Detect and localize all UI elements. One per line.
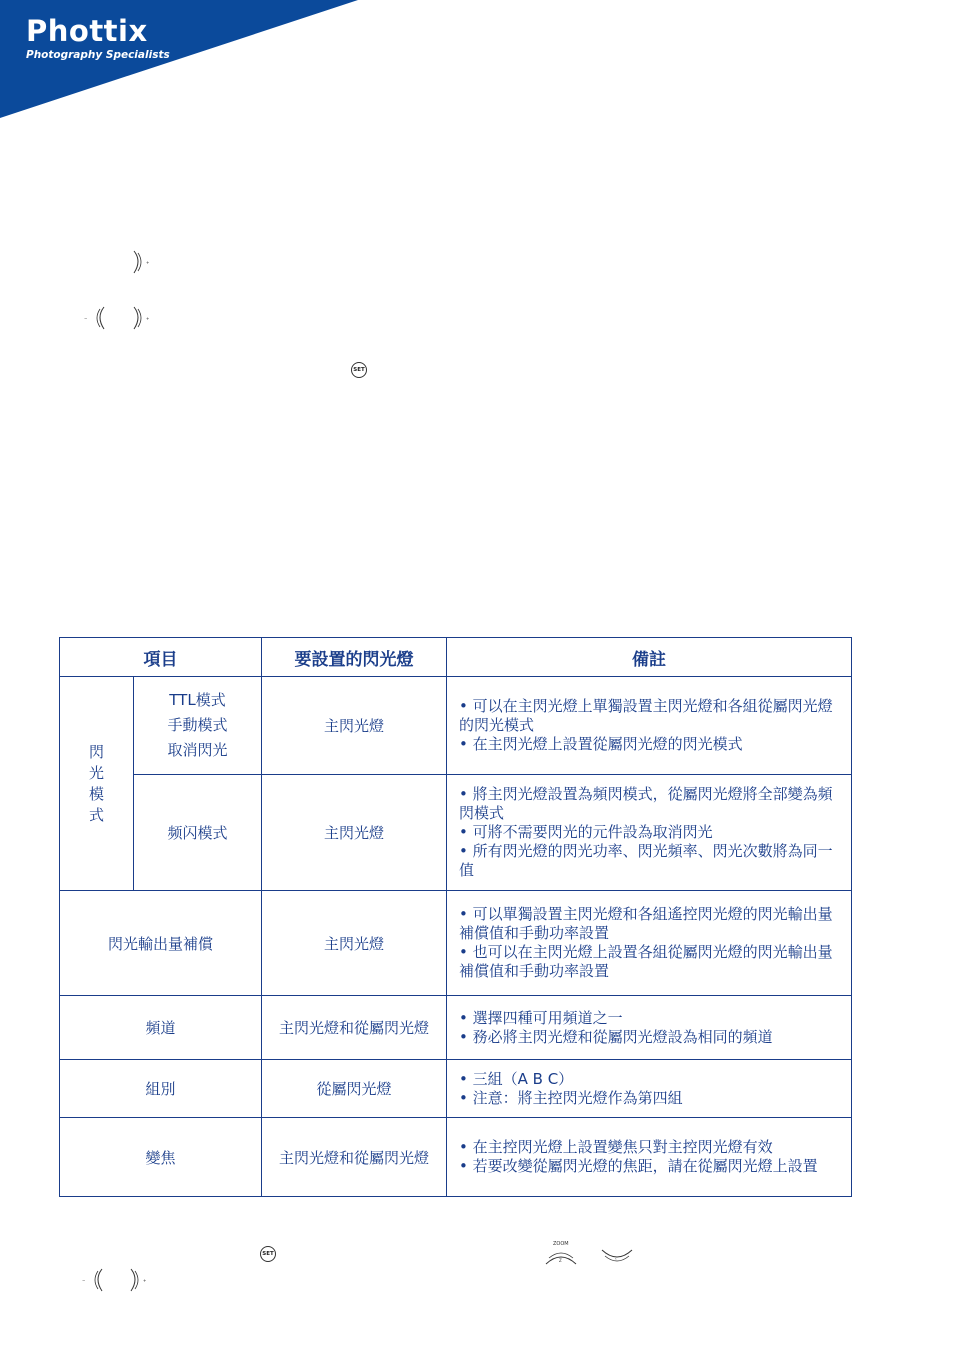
target-cell: 主閃光燈和從屬閃光燈: [262, 996, 447, 1060]
table-header-row: [60, 638, 852, 677]
dial-right-icon: [128, 305, 160, 331]
note-line: • 選擇四種可用頻道之一: [459, 1008, 623, 1027]
notes-cell: [447, 677, 852, 775]
header-item: 項目: [60, 638, 262, 677]
group-label-flash-mode: [60, 677, 134, 891]
dial-left-icon: [78, 1267, 110, 1293]
svg-text:−: −: [84, 316, 88, 321]
note-line: • 三組（A B C）: [459, 1069, 574, 1088]
item-zoom: 變焦: [60, 1118, 262, 1197]
group-label-text: 閃光模式: [89, 742, 105, 824]
target-cell: 主閃光燈: [262, 677, 447, 775]
phottix-logo: Phottix: [26, 14, 148, 48]
item-mode-strobe: 频闪模式: [134, 775, 262, 891]
svg-text:+: +: [146, 260, 150, 265]
dial-up-icon: [544, 1246, 578, 1268]
note-line: • 在主控閃光燈上設置變焦只對主控閃光燈有效: [459, 1138, 773, 1156]
item-mode-manual: 手動模式: [167, 716, 228, 734]
table-row: [60, 1118, 852, 1197]
target-cell: 從屬閃光燈: [262, 1060, 447, 1118]
set-button-icon: SET: [260, 1246, 276, 1262]
target-cell: 主閃光燈: [262, 891, 447, 996]
table-row: [60, 996, 852, 1060]
notes-cell: [447, 775, 852, 891]
dial-right-icon: [128, 249, 160, 275]
notes-cell: [447, 891, 852, 996]
note-line: • 在主閃光燈上設置從屬閃光燈的閃光模式: [459, 735, 743, 753]
note-line: • 可將不需要閃光的元件設為取消閃光: [459, 823, 713, 841]
table-row: [60, 891, 852, 996]
note-line: • 務必將主閃光燈和從屬閃光燈設為相同的頻道: [459, 1027, 773, 1046]
zoom-label: ZOOM: [553, 1241, 569, 1247]
item-group: 組別: [60, 1060, 262, 1118]
table-row: [60, 677, 852, 775]
target-cell: 主閃光燈: [262, 775, 447, 891]
settings-table: [59, 637, 852, 1197]
dial-down-icon: [600, 1246, 634, 1268]
svg-text:−: −: [82, 1278, 86, 1283]
svg-text:+: +: [146, 316, 150, 321]
note-line: • 注意：將主控閃光燈作為第四組: [459, 1088, 683, 1107]
svg-text:+: +: [143, 1278, 147, 1283]
logo-tagline: Photography Specialists: [26, 49, 170, 61]
svg-text:Z: Z: [559, 1258, 562, 1263]
note-line: • 可以單獨設置主閃光燈和各組遙控閃光燈的閃光輸出量補償值和手動功率設置: [459, 905, 833, 942]
note-line: • 也可以在主閃光燈上設置各組從屬閃光燈的閃光輸出量補償值和手動功率設置: [459, 943, 833, 980]
item-channel: 頻道: [60, 996, 262, 1060]
header-notes: 備註: [447, 638, 852, 677]
note-line: • 可以在主閃光燈上單獨設置主閃光燈和各組從屬閃光燈的閃光模式: [459, 697, 833, 734]
svg-text:‹: ‹: [615, 1256, 617, 1261]
note-line: • 所有閃光燈的閃光功率、閃光頻率、閃光次數將為同一值: [459, 842, 833, 879]
table-row: [60, 775, 852, 891]
notes-cell: [447, 1060, 852, 1118]
target-cell: 主閃光燈和從屬閃光燈: [262, 1118, 447, 1197]
dial-right-icon: [125, 1267, 157, 1293]
item-mode-ttl: TTL模式: [169, 691, 226, 709]
item-compensation: 閃光輸出量補償: [60, 891, 262, 996]
notes-cell: [447, 1118, 852, 1197]
set-button-icon: SET: [351, 362, 367, 378]
dial-left-icon: [80, 305, 112, 331]
item-mode-off: 取消閃光: [167, 741, 228, 759]
note-line: • 若要改變從屬閃光燈的焦距，請在從屬閃光燈上設置: [459, 1157, 818, 1175]
header-target: 要設置的閃光燈: [262, 638, 447, 677]
notes-cell: [447, 996, 852, 1060]
note-line: • 將主閃光燈設置為頻閃模式，從屬閃光燈將全部變為頻閃模式: [459, 785, 833, 822]
item-modes-a: [134, 677, 262, 775]
table-row: [60, 1060, 852, 1118]
